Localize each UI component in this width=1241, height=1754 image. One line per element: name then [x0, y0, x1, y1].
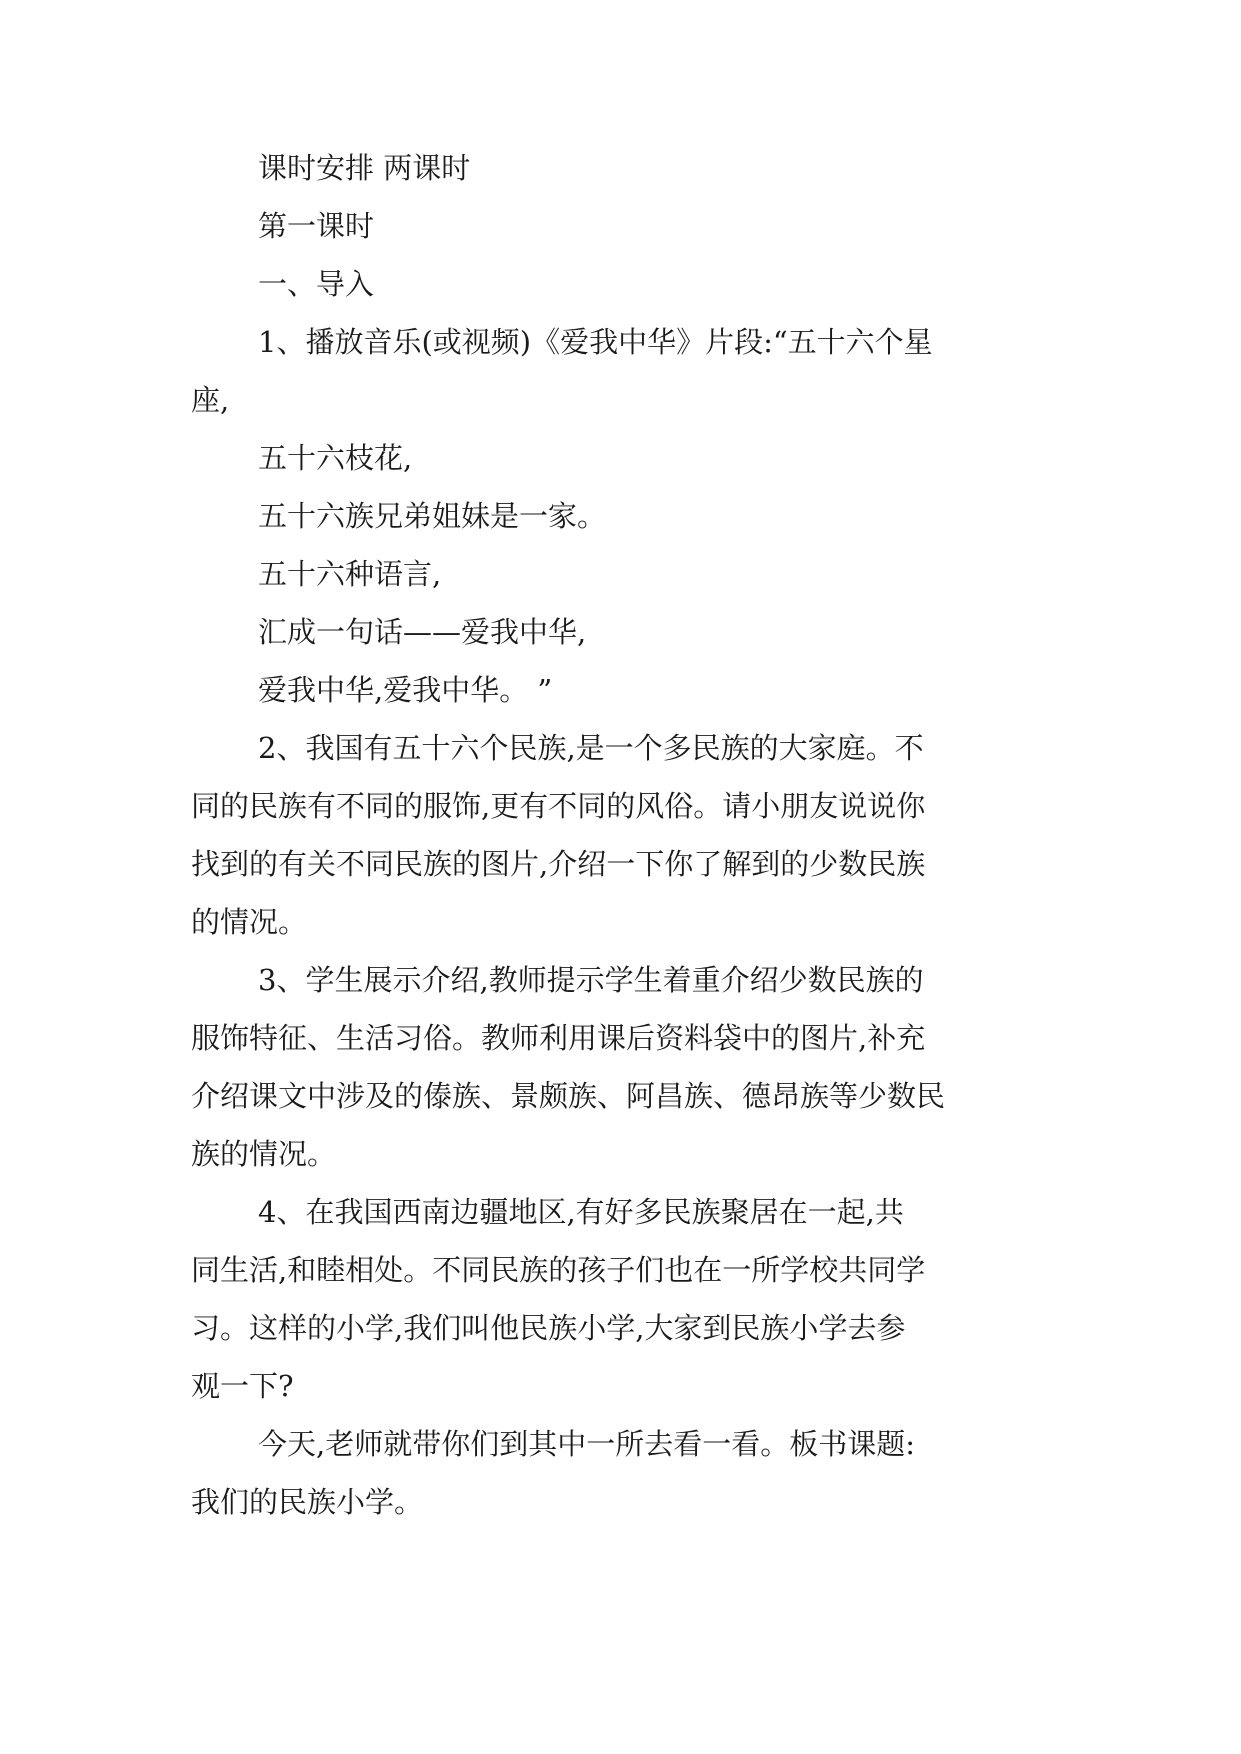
- lesson-heading: 第一课时: [258, 209, 375, 243]
- paragraph-3-line-3: 介绍课文中涉及的傣族、景颇族、阿昌族、德昂族等少数民: [191, 1079, 946, 1113]
- paragraph-2-line-1: 2、我国有五十六个民族,是一个多民族的大家庭。不: [258, 731, 924, 765]
- paragraph-5-line-1: 今天,老师就带你们到其中一所去看一看。板书课题:: [258, 1427, 915, 1461]
- section-heading: 一、导入: [258, 267, 375, 301]
- paragraph-3-line-1: 3、学生展示介绍,教师提示学生着重介绍少数民族的: [258, 963, 924, 997]
- lyric-line-3: 五十六种语言,: [258, 557, 442, 591]
- schedule-line: 课时安排 两课时: [258, 151, 471, 185]
- lyric-line-1: 五十六枝花,: [258, 441, 413, 475]
- lyric-line-2: 五十六族兄弟姐妹是一家。: [258, 499, 607, 533]
- paragraph-4-line-1: 4、在我国西南边疆地区,有好多民族聚居在一起,共: [258, 1195, 904, 1229]
- paragraph-4-line-4: 观一下?: [191, 1369, 294, 1403]
- paragraph-1-line-2: 座,: [191, 383, 230, 417]
- lyric-line-5: 爱我中华,爱我中华。 ”: [258, 673, 553, 707]
- paragraph-2-line-2: 同的民族有不同的服饰,更有不同的风俗。请小朋友说说你: [191, 789, 926, 823]
- lyric-line-4: 汇成一句话——爱我中华,: [258, 615, 587, 649]
- paragraph-3-line-2: 服饰特征、生活习俗。教师利用课后资料袋中的图片,补充: [191, 1021, 926, 1055]
- paragraph-4-line-2: 同生活,和睦相处。不同民族的孩子们也在一所学校共同学: [191, 1253, 926, 1287]
- paragraph-2-line-3: 找到的有关不同民族的图片,介绍一下你了解到的少数民族: [191, 847, 926, 881]
- paragraph-4-line-3: 习。这样的小学,我们叫他民族小学,大家到民族小学去参: [191, 1311, 906, 1345]
- paragraph-5-line-2: 我们的民族小学。: [191, 1485, 424, 1519]
- paragraph-2-line-4: 的情况。: [191, 905, 308, 939]
- paragraph-3-line-4: 族的情况。: [191, 1137, 337, 1171]
- paragraph-1-line-1: 1、播放音乐(或视频)《爱我中华》片段:“五十六个星: [258, 325, 933, 359]
